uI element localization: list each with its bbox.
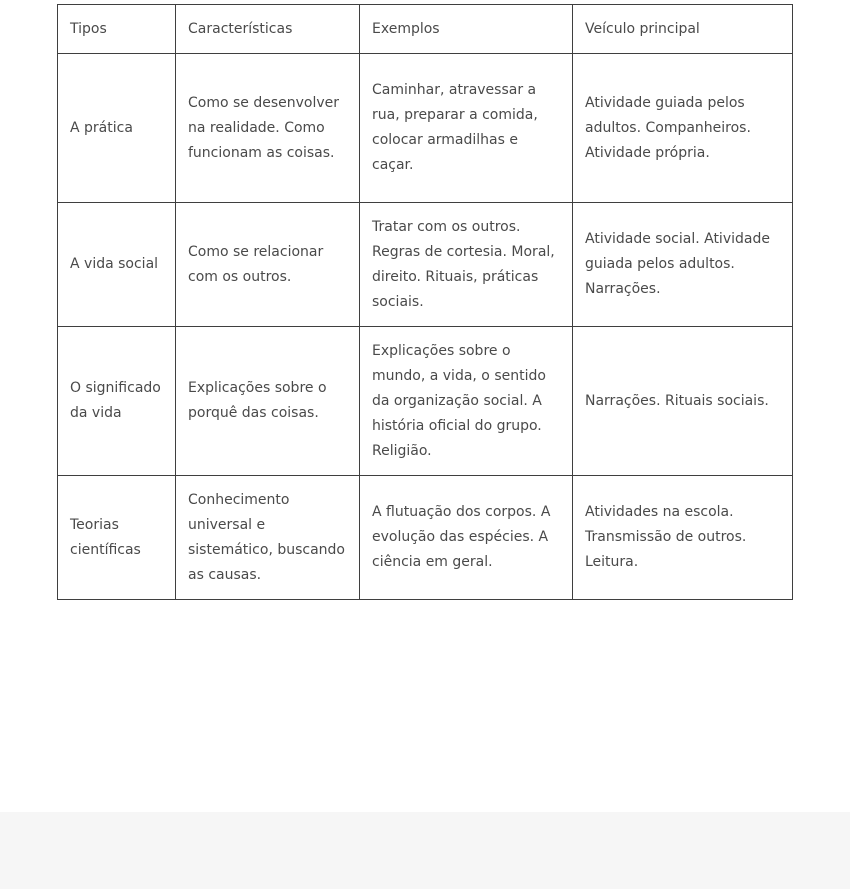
header-exemplos: Exemplos xyxy=(360,5,573,54)
cell-caracteristicas: Como se relacionar com os outros. xyxy=(176,203,360,327)
cell-exemplos: Tratar com os outros. Regras de cortesia. Moral, direito. Rituais, práticas sociais. xyxy=(360,203,573,327)
header-tipos: Tipos xyxy=(58,5,176,54)
cell-veiculo: Narrações. Rituais sociais. xyxy=(573,327,793,476)
cell-tipo: A vida social xyxy=(58,203,176,327)
knowledge-types-table xyxy=(57,4,793,600)
table-row xyxy=(58,54,793,203)
cell-veiculo: Atividade social. Atividade guiada pelos adultos. Narrações. xyxy=(573,203,793,327)
table-row xyxy=(58,327,793,476)
cell-caracteristicas: Conhecimento universal e sistemático, buscando as causas. xyxy=(176,476,360,600)
footer-band xyxy=(0,812,850,889)
knowledge-types-table-container xyxy=(57,4,792,600)
table-body xyxy=(58,54,793,600)
table-row xyxy=(58,203,793,327)
table-row xyxy=(58,476,793,600)
cell-tipo: O significado da vida xyxy=(58,327,176,476)
cell-tipo: A prática xyxy=(58,54,176,203)
table-header xyxy=(58,5,793,54)
cell-veiculo: Atividade guiada pelos adultos. Companheiros. Atividade própria. xyxy=(573,54,793,203)
cell-tipo: Teorias científicas xyxy=(58,476,176,600)
header-veiculo-principal: Veículo principal xyxy=(573,5,793,54)
cell-exemplos: Explicações sobre o mundo, a vida, o sentido da organização social. A história oficial do grupo. Religião. xyxy=(360,327,573,476)
cell-veiculo: Atividades na escola. Transmissão de outros. Leitura. xyxy=(573,476,793,600)
cell-caracteristicas: Explicações sobre o porquê das coisas. xyxy=(176,327,360,476)
cell-exemplos: A flutuação dos corpos. A evolução das espécies. A ciência em geral. xyxy=(360,476,573,600)
cell-exemplos: Caminhar, atravessar a rua, preparar a comida, colocar armadilhas e caçar. xyxy=(360,54,573,203)
cell-caracteristicas: Como se desenvolver na realidade. Como funcionam as coisas. xyxy=(176,54,360,203)
header-caracteristicas: Características xyxy=(176,5,360,54)
header-row xyxy=(58,5,793,54)
